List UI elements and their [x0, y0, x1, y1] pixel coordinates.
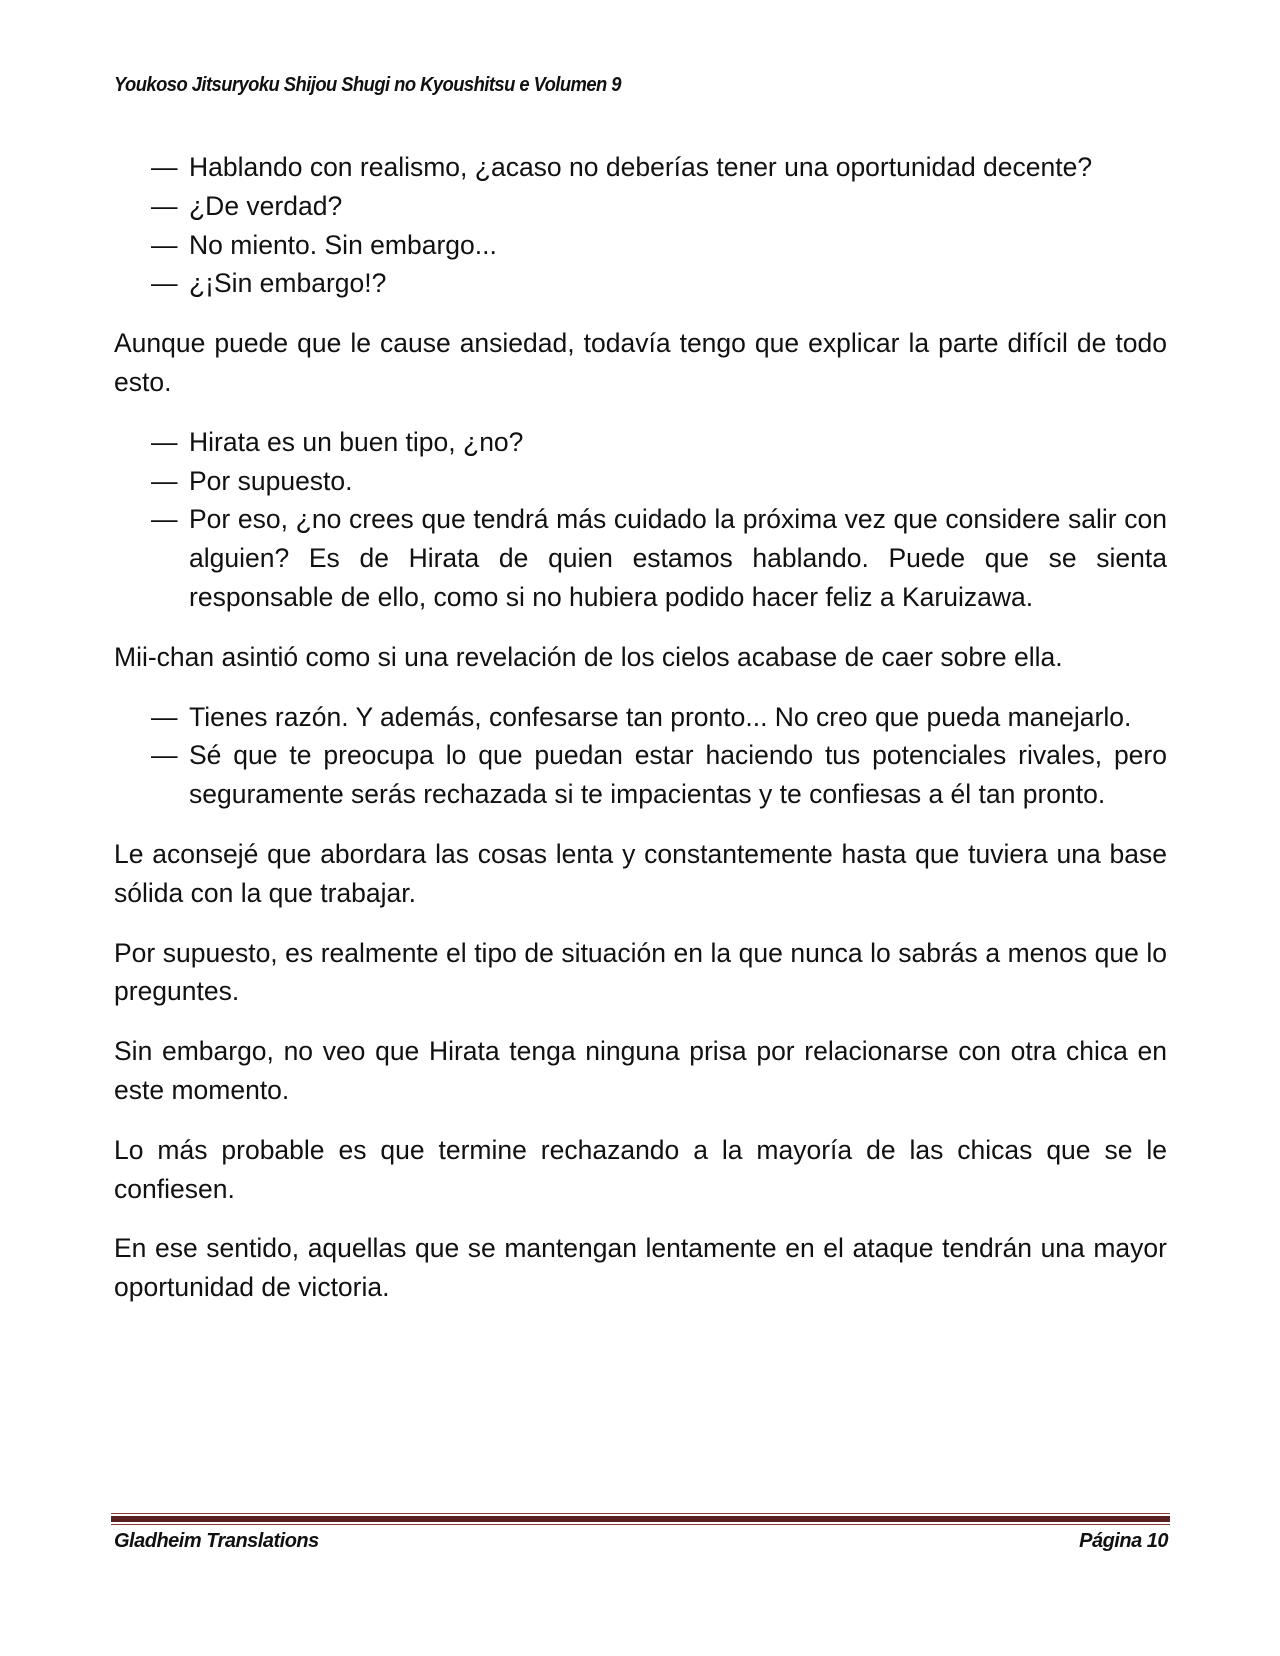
dialogue-block	[114, 423, 1167, 617]
dialogue-line	[114, 264, 1167, 303]
dialogue-line	[114, 500, 1167, 616]
page-body	[114, 148, 1167, 1328]
page-header-title: Youkoso Jitsuryoku Shijou Shugi no Kyoushitsu e Volumen 9	[114, 74, 621, 96]
footer-translator: Gladheim Translations	[114, 1530, 319, 1552]
dialogue-block	[114, 148, 1167, 303]
em-dash: —	[151, 152, 178, 182]
dialogue-text: Hablando con realismo, ¿acaso no deberías tener una oportunidad decente?	[189, 152, 1093, 182]
paragraph: En ese sentido, aquellas que se mantengan lentamente en el ataque tendrán una mayor oportunidad de victoria.	[114, 1233, 1167, 1303]
em-dash: —	[151, 465, 178, 496]
em-dash: —	[151, 504, 178, 535]
dialogue-line	[114, 187, 1167, 226]
dialogue-text: Hirata es un buen tipo, ¿no?	[189, 426, 524, 457]
dialogue-block	[114, 698, 1167, 814]
dialogue-line	[114, 148, 1167, 187]
em-dash: —	[151, 701, 178, 732]
em-dash: —	[151, 268, 178, 299]
paragraph: Aunque puede que le cause ansiedad, todavía tengo que explicar la parte difícil de todo esto.	[114, 328, 1167, 397]
paragraph: Por supuesto, es realmente el tipo de situación en la que nunca lo sabrás a menos que lo preguntes.	[114, 937, 1167, 1007]
dialogue-line	[114, 462, 1167, 501]
dialogue-line	[114, 736, 1167, 814]
paragraph: Lo más probable es que termine rechazando a la mayoría de las chicas que se le confiesen.	[114, 1134, 1167, 1204]
dialogue-text: Sé que te preocupa lo que puedan estar haciendo tus potenciales rivales, pero seguramente serás rechazada si te impacientas y te confiesas a él tan pronto.	[189, 740, 1167, 810]
footer-rule-thin-top	[111, 1513, 1170, 1514]
dialogue-line	[114, 698, 1167, 737]
dialogue-text: Tienes razón. Y además, confesarse tan pronto... No creo que pueda manejarlo.	[189, 701, 1132, 732]
em-dash: —	[151, 426, 178, 457]
paragraph: Sin embargo, no veo que Hirata tenga ninguna prisa por relacionarse con otra chica en este momento.	[114, 1036, 1167, 1105]
dialogue-text: ¿¡Sin embargo!?	[189, 268, 387, 299]
dialogue-text: ¿De verdad?	[189, 190, 343, 221]
em-dash: —	[151, 229, 178, 260]
dialogue-line	[114, 226, 1167, 265]
dialogue-text: Por supuesto.	[189, 465, 353, 496]
em-dash: —	[151, 740, 178, 771]
footer-rule-thick	[111, 1516, 1170, 1522]
paragraph: Mii-chan asintió como si una revelación de los cielos acabase de caer sobre ella.	[114, 641, 1063, 672]
dialogue-line	[114, 423, 1167, 462]
paragraph: Le aconsejé que abordara las cosas lenta y constantemente hasta que tuviera una base sólida con la que trabajar.	[114, 838, 1167, 908]
footer-page-number: Página 10	[1079, 1530, 1168, 1552]
em-dash: —	[151, 190, 178, 221]
dialogue-text: Por eso, ¿no crees que tendrá más cuidado la próxima vez que considere salir con alguien? Es de Hirata de quien estamos hablando. Puede que se sienta responsable de ello, como si no hubiera podido hacer feliz a Karuizawa.	[189, 504, 1167, 612]
footer-rule-thin-bottom	[111, 1524, 1170, 1525]
dialogue-text: No miento. Sin embargo...	[189, 229, 497, 260]
